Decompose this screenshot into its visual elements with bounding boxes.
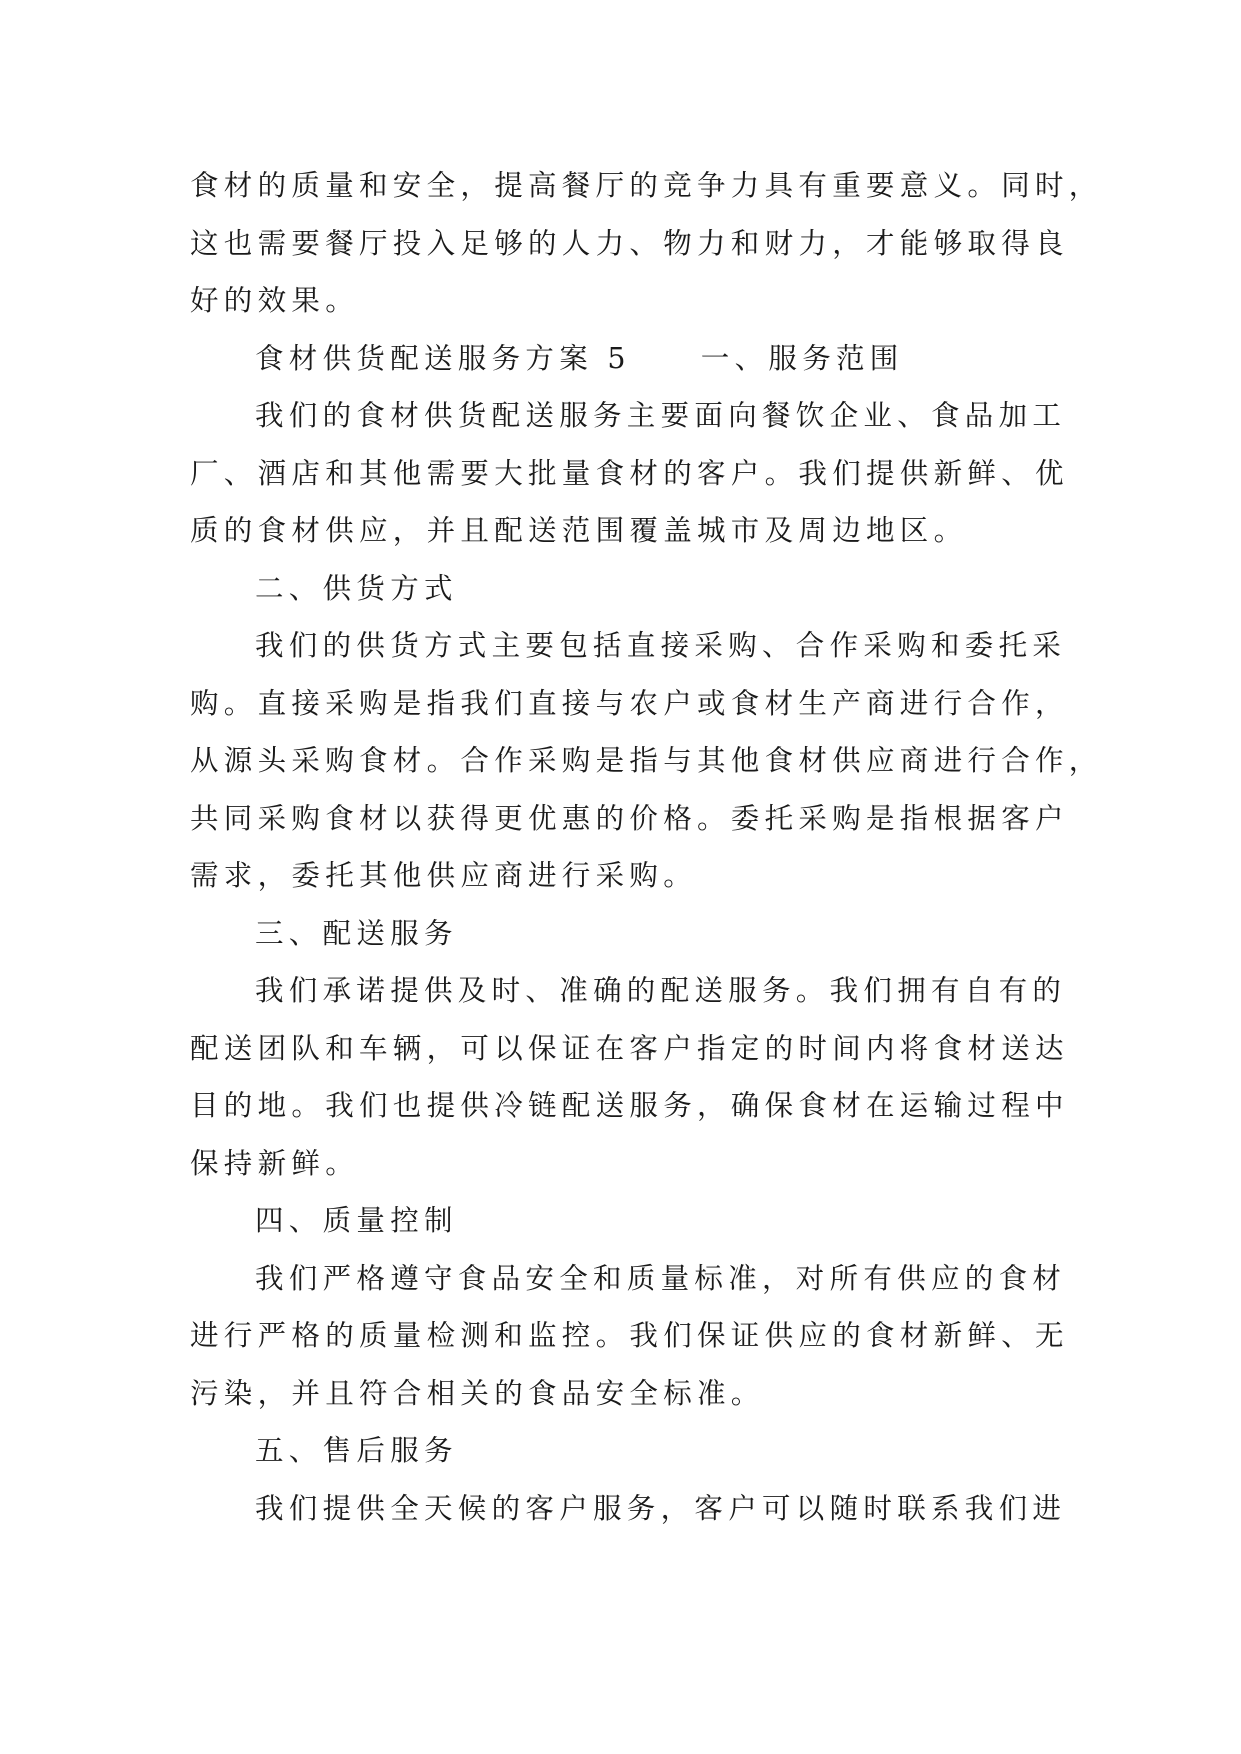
text-line: 保持新鲜。 (190, 1146, 360, 1180)
section-heading-after-sales: 五、售后服务 (255, 1434, 458, 1467)
text-line: 好的效果。 (190, 284, 360, 317)
text-line: 污染，并且符合相关的食品安全标准。 (190, 1376, 765, 1410)
text-line: 购。直接采购是指我们直接与农户或食材生产商进行合作， (190, 686, 1069, 720)
text-line: 配送团队和车辆，可以保证在客户指定的时间内将食材送达 (190, 1031, 1069, 1065)
text-line: 我们严格遵守食品安全和质量标准，对所有供应的食材 (255, 1261, 1067, 1295)
section-heading-delivery: 三、配送服务 (255, 916, 458, 950)
text-line: 从源头采购食材。合作采购是指与其他食材供应商进行合作， (190, 744, 1103, 777)
document-body (190, 157, 1103, 1537)
section-heading-quality: 四、质量控制 (255, 1204, 458, 1237)
text-line: 我们的供货方式主要包括直接采购、合作采购和委托采 (255, 629, 1067, 662)
paragraph-intro-end (190, 157, 1103, 330)
text-line: 这也需要餐厅投入足够的人力、物力和财力，才能够取得良 (190, 226, 1069, 260)
section-heading-scope: 一、服务范围 (700, 341, 904, 375)
text-line: 目的地。我们也提供冷链配送服务，确保食材在运输过程中 (190, 1089, 1069, 1122)
paragraph-supply (190, 617, 1103, 905)
paragraph-delivery (190, 962, 1069, 1192)
text-line: 需求，委托其他供应商进行采购。 (190, 859, 698, 892)
text-line: 我们的食材供货配送服务主要面向餐饮企业、食品加工 (255, 399, 1067, 432)
text-line: 厂、酒店和其他需要大批量食材的客户。我们提供新鲜、优 (190, 456, 1069, 490)
text-line: 我们提供全天候的客户服务，客户可以随时联系我们进 (255, 1491, 1067, 1525)
text-line: 质的食材供应，并且配送范围覆盖城市及周边地区。 (190, 514, 968, 547)
text-line: 进行严格的质量检测和监控。我们保证供应的食材新鲜、无 (190, 1319, 1069, 1352)
section-title-line (190, 330, 1060, 388)
text-line: 我们承诺提供及时、准确的配送服务。我们拥有自有的 (255, 974, 1067, 1007)
document-title: 食材供货配送服务方案 5 (255, 341, 631, 375)
paragraph-after-sales (190, 1480, 1067, 1538)
paragraph-quality (190, 1250, 1069, 1423)
text-line: 共同采购食材以获得更优惠的价格。委托采购是指根据客户 (190, 801, 1069, 835)
section-heading-supply: 二、供货方式 (255, 571, 458, 605)
paragraph-scope (190, 387, 1069, 560)
text-line: 食材的质量和安全，提高餐厅的竞争力具有重要意义。同时， (190, 169, 1103, 202)
